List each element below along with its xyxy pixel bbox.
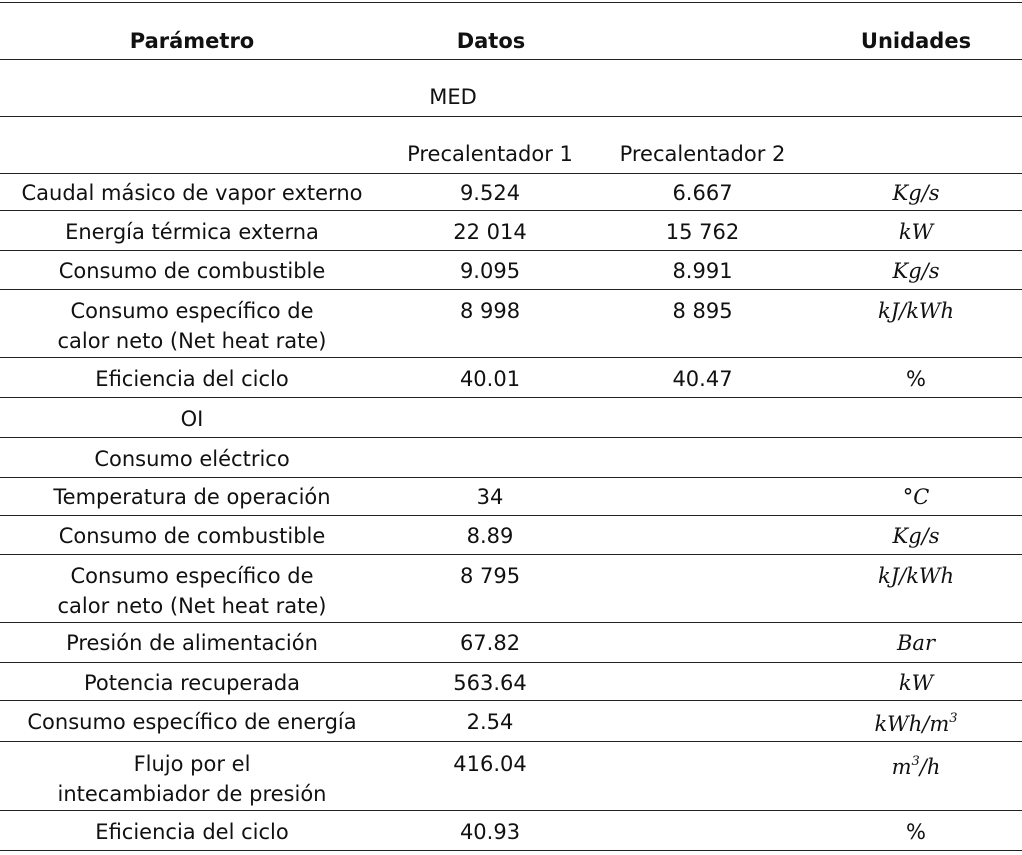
row-label-line-2: calor neto (Net heat rate) — [57, 594, 327, 618]
unit-superscript: 3 — [911, 754, 920, 769]
subheader-precalentador-1: Precalentador 1 — [407, 142, 573, 166]
unit-base: kWh/m — [874, 712, 950, 736]
row-value-1: 67.82 — [459, 631, 521, 655]
row-label-line-1: Consumo específico de — [70, 564, 314, 588]
row-label-line-2: calor neto (Net heat rate) — [57, 329, 327, 353]
row-label: Temperatura de operación — [53, 485, 331, 509]
row-unit: Kg/s — [892, 524, 940, 548]
row-label: Caudal másico de vapor externo — [21, 181, 363, 205]
header-unidades: Unidades — [860, 29, 972, 53]
rule — [0, 554, 1022, 555]
section-oi: OI — [180, 407, 204, 431]
row-value-1: 416.04 — [453, 752, 527, 776]
row-unit — [810, 709, 1022, 739]
row-label: Consumo de combustible — [58, 524, 326, 548]
unit-tail: /h — [919, 755, 941, 779]
rule — [0, 477, 1022, 478]
row-label: Potencia recuperada — [83, 671, 301, 695]
row-label-line-1: Consumo específico de — [70, 299, 314, 323]
rule — [0, 210, 1022, 211]
rule — [0, 173, 1022, 174]
row-unit: °C — [902, 485, 930, 509]
rule — [0, 437, 1022, 438]
rule — [0, 250, 1022, 251]
row-unit — [810, 752, 1022, 782]
row-value-2: 6.667 — [672, 181, 733, 205]
subheader-precalentador-2: Precalentador 2 — [619, 142, 786, 166]
rule-med — [0, 116, 1022, 117]
row-unit: Kg/s — [892, 259, 940, 283]
row-value-2: 8.991 — [672, 259, 733, 283]
row-label: Consumo de combustible — [58, 259, 326, 283]
row-value-1: 40.01 — [459, 367, 521, 391]
row-value-1: 2.54 — [466, 710, 514, 734]
rule — [0, 289, 1022, 290]
row-value-1: 34 — [476, 485, 504, 509]
rule — [0, 662, 1022, 663]
row-value-2: 15 762 — [665, 220, 740, 244]
row-label: Energía térmica externa — [65, 220, 319, 244]
row-unit: kJ/kWh — [877, 299, 955, 323]
row-label: Eficiencia del ciclo — [95, 367, 289, 391]
rule — [0, 741, 1022, 742]
rule — [0, 397, 1022, 398]
row-value-2: 40.47 — [672, 367, 733, 391]
rule-top — [0, 2, 1022, 3]
row-label-line-2: intecambiador de presión — [57, 782, 327, 806]
section-consumo-electrico: Consumo eléctrico — [94, 447, 290, 471]
unit-base: m — [891, 755, 912, 779]
row-value-1: 22 014 — [453, 220, 527, 244]
rule — [0, 357, 1022, 358]
rule — [0, 700, 1022, 701]
row-value-1: 40.93 — [459, 820, 521, 844]
rule-header — [0, 59, 1022, 60]
row-value-1: 8.89 — [466, 524, 514, 548]
row-label: Eficiencia del ciclo — [95, 820, 289, 844]
row-value-1: 8 998 — [459, 299, 521, 323]
row-unit: Kg/s — [892, 181, 940, 205]
row-value-1: 9.095 — [459, 259, 521, 283]
row-unit: kW — [898, 220, 934, 244]
rule-bottom — [0, 850, 1022, 851]
row-value-1: 9.524 — [459, 181, 521, 205]
row-unit: Bar — [897, 631, 935, 655]
row-label: Presión de alimentación — [66, 631, 318, 655]
row-unit: % — [906, 367, 926, 391]
row-unit: kJ/kWh — [877, 564, 955, 588]
unit-superscript: 3 — [949, 711, 958, 726]
rule — [0, 515, 1022, 516]
row-value-1: 563.64 — [453, 671, 527, 695]
header-parametro: Parámetro — [129, 29, 255, 53]
rule — [0, 810, 1022, 811]
row-value-1: 8 795 — [459, 564, 521, 588]
row-label: Consumo específico de energía — [27, 710, 357, 734]
section-med: MED — [429, 85, 477, 109]
row-value-2: 8 895 — [672, 299, 733, 323]
row-unit: kW — [898, 671, 934, 695]
row-unit: % — [906, 820, 926, 844]
row-label-line-1: Flujo por el — [133, 752, 251, 776]
header-datos: Datos — [456, 29, 526, 53]
rule — [0, 622, 1022, 623]
